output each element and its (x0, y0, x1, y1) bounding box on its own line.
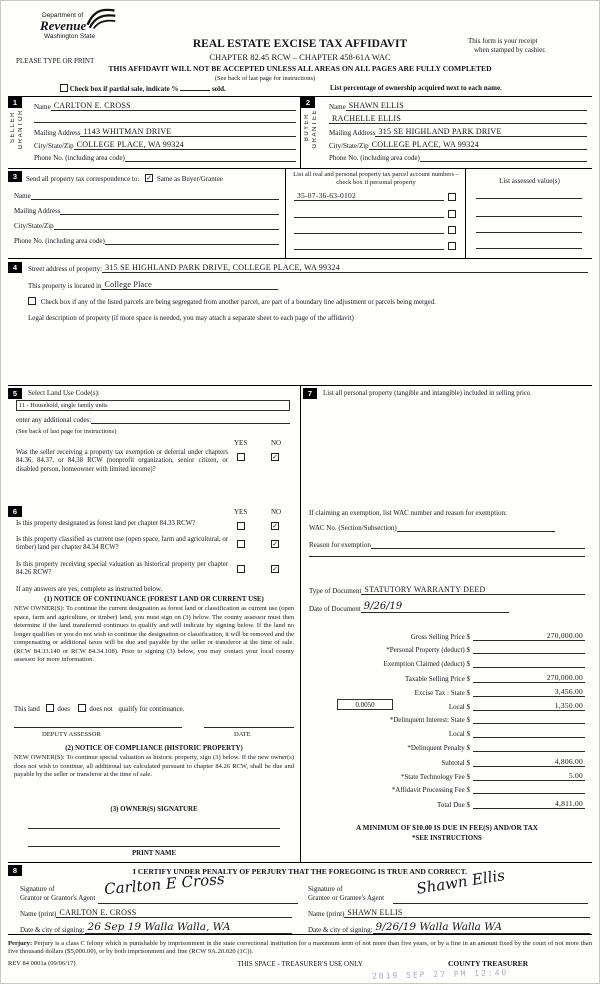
does-not-checkbox[interactable] (78, 704, 86, 712)
s5-no-checkbox[interactable] (271, 453, 279, 461)
buyer-name-label: Name (329, 103, 346, 111)
s3-name-field[interactable] (31, 191, 279, 200)
seller-name-label: Name (34, 103, 51, 111)
if-yes-note: If any answers are yes, complete as instructed below. (16, 586, 163, 593)
money-label: *Affidavit Processing Fee $ (391, 786, 470, 794)
money-row-delinq-penalty (309, 743, 585, 752)
seller-phone-field[interactable] (125, 153, 296, 162)
personal-property-label: List all personal property (tangible and intangible) included in selling price. (323, 390, 532, 397)
parcel-field-2[interactable] (294, 209, 444, 218)
grantee-name-field[interactable]: SHAWN ELLIS (344, 908, 590, 918)
section8 (8, 862, 592, 935)
this-land-label: This land (14, 706, 40, 713)
money-value[interactable] (473, 715, 585, 724)
money-row-excise-state (309, 687, 585, 697)
money-value[interactable]: 5.00 (473, 771, 585, 781)
money-label: *Delinquent Interest: State $ (389, 716, 470, 724)
dept-of-label: Department of (42, 12, 84, 19)
parcel-personal-checkbox-1[interactable] (448, 193, 456, 201)
s3-mailing-field[interactable] (60, 206, 279, 215)
please-type-or-print-label: PLEASE TYPE OR PRINT (16, 57, 95, 65)
money-value[interactable]: 3,456.00 (473, 687, 585, 697)
owners-signature-title: (3) OWNER(S) SIGNATURE (110, 806, 198, 813)
s3-phone-row (14, 236, 279, 245)
does-label: does (57, 706, 70, 713)
parcel-personal-checkbox-4[interactable] (448, 242, 456, 250)
buyer-city-row (329, 140, 587, 150)
type-document-label: Type of Document (309, 587, 362, 595)
ownership-note: List percentage of ownership acquired next to each name. (330, 84, 502, 92)
seller-mailing-row (34, 127, 296, 137)
check-mark: ✓ (272, 540, 278, 548)
parcel-header: List all real and personal property tax parcel account numbers – check box if personal property (293, 171, 459, 186)
money-value[interactable] (473, 785, 585, 794)
owner-signature-line-2[interactable] (28, 846, 280, 847)
seller-extra-name-row (34, 114, 296, 123)
money-value[interactable] (473, 645, 585, 654)
money-label: Local $ (448, 703, 470, 711)
if-claiming-label: If claiming an exemption, list WAC number and reason for exemption: (309, 509, 507, 517)
seller-city-field[interactable]: COLLEGE PLACE, WA 99324 (74, 140, 296, 150)
money-row-delinq-interest-state (309, 715, 585, 724)
section3-badge: 3 (8, 171, 22, 182)
grantee-sig-caption-2: Grantee or Grantee's Agent (308, 894, 385, 902)
deputy-date-label: DATE (234, 731, 251, 738)
s6-no-label: NO (271, 508, 282, 516)
section2-badge: 2 (301, 97, 315, 108)
money-row-tech-fee (309, 771, 585, 781)
street-address-field[interactable]: 315 SE HIGHLAND PARK DRIVE, COLLEGE PLACE, WA 99324 (102, 263, 588, 273)
reason-field[interactable] (371, 540, 585, 549)
date-stamp: 2019 SEP 27 PM 12:40 (371, 968, 509, 981)
grantor-date-label: Date & city of signing: (20, 926, 85, 934)
land-use-title: Select Land Use Code(s): (28, 389, 100, 397)
seller-mailing-field[interactable]: 1143 WHITMAN DRIVE (80, 127, 296, 137)
located-label: This property is located in (28, 282, 102, 290)
street-address-label: Street address of property: (28, 265, 103, 273)
grantor-signature: Carlton E Cross (103, 869, 226, 899)
grantor-date-field[interactable]: 26 Sep 19 Walla Walla, WA (85, 921, 292, 934)
wac-label: WAC No. (Section/Subsection) (309, 524, 397, 532)
treasurer-space-label: THIS SPACE - TREASURER'S USE ONLY (237, 960, 363, 968)
grantor-signature-line[interactable] (98, 903, 298, 904)
buyer-name-row (329, 101, 587, 111)
s5-question: Was the seller receiving a property tax exemption or deferral under chapters 84.36, 84.37, or 84.38 RCW (nonprofit organization, senior citizen, or disabled person, homeowner with limited income)? (16, 449, 228, 473)
see-back-note: (See back of last page for instructions) (214, 75, 316, 82)
section3 (8, 168, 592, 258)
owner-signature-line-1[interactable] (28, 828, 280, 829)
s6-yes-label: YES (234, 508, 248, 516)
grantor-date-row (20, 921, 292, 934)
buyer-extra-name-row (329, 114, 587, 124)
seller-extra-name-field[interactable] (34, 114, 296, 123)
section5-badge: 5 (8, 388, 22, 399)
perjury-note (8, 940, 592, 956)
money-label: Exemption Claimed (deduct) $ (383, 660, 470, 668)
money-value[interactable]: 4,806.00 (473, 757, 585, 767)
seller-city-label: City/State/Zip (34, 142, 74, 150)
street-address-row (28, 263, 588, 273)
land-use-select[interactable]: 11 - Household, single family units (16, 400, 290, 411)
partial-sale-checkbox[interactable] (60, 84, 68, 92)
grantor-name-label: Name (print) (20, 910, 57, 918)
parcel-field-4[interactable] (294, 241, 444, 250)
parcel-column (285, 169, 465, 259)
legal-description-label: Legal description of property (if more space is needed, you may attach a separate sheet to each page of the affidavit) (28, 314, 354, 322)
money-label: Total Due $ (437, 801, 470, 809)
s6-q1-no-checkbox[interactable] (271, 522, 279, 530)
grantee-side-label: GRANTEE (312, 109, 318, 149)
form-chapter: CHAPTER 82.45 RCW – CHAPTER 458-61A WAC (209, 52, 391, 62)
parcel-row-2 (294, 209, 456, 218)
s3-city-field[interactable] (54, 221, 279, 230)
additional-codes-label: enter any additional codes: (16, 416, 92, 424)
grantor-sig-caption-1: Signature of (20, 885, 55, 893)
partial-sale-row (60, 84, 226, 93)
buyer-extra-name-field[interactable]: RACHELLE ELLIS (329, 114, 587, 124)
assessed-field-2[interactable] (476, 216, 582, 217)
money-row-gross (309, 631, 585, 641)
s5-no-label: NO (271, 439, 282, 447)
grantor-name-row (20, 908, 292, 918)
parcel-field-1[interactable]: 35-07-36-63-0102 (294, 191, 444, 201)
buyer-phone-row (329, 153, 587, 162)
s6-question-2: Is this property classified as current use (open space, farm and agricultural, or timber) land per chapter 84.34 RCW? (16, 536, 228, 552)
parcel-row-4 (294, 241, 456, 250)
seller-phone-label: Phone No. (including area code) (34, 154, 125, 162)
perjury-body: Perjury is a class C felony which is punishable by imprisonment in the state correctional institution for a maximum term of not more than five years, or by a fine in an amount fixed by the court of not more than five thousand dollars ($5,000.00), or by both imprisonment and fine (RCW 9A.20.020 (1C)). (8, 940, 592, 956)
seller-city-row (34, 140, 296, 150)
money-value[interactable] (473, 659, 585, 668)
located-row (28, 280, 278, 290)
date-document-row (309, 601, 509, 613)
wac-row (309, 523, 555, 532)
type-document-row (309, 585, 585, 595)
s6-question-1: Is this property designated as forest land per chapter 84.33 RCW? (16, 520, 196, 527)
partial-percent-line[interactable] (180, 90, 210, 91)
washington-state-label: Washington State (44, 33, 96, 40)
continuance-row (14, 704, 184, 713)
qualify-label: qualify for continuance. (118, 706, 185, 713)
local-rate-box: 0.0050 (337, 699, 393, 710)
grantor-sig-caption-2: Grantor or Grantor's Agent (20, 894, 96, 902)
parcel-personal-checkbox-3[interactable] (448, 226, 456, 234)
certify-statement: I CERTIFY UNDER PENALTY OF PERJURY THAT THE FOREGOING IS TRUE AND CORRECT. (132, 867, 468, 876)
dor-logo (86, 6, 116, 30)
grantor-side-label: GRANTOR (18, 109, 24, 150)
notice1-body: NEW OWNER(S): To continue the current designation as forest land or classification as current use (open space, farm and agriculture, or timber) land, you must sign on (3) below. The county assessor must then determine if the land transferred continues to qualify and will indicate by signing below. If the land no longer qualifies or you do not wish to continue the designation or classification, it will be removed and the compensating or additional taxes will be due and payable by the seller or transferor at the time of sale. (RCW 84.33.140 or RCW 84.34.108). Prior to signing (3) below, you may contact your local county assessor for more information. (14, 605, 294, 663)
money-value[interactable]: 270,000.00 (473, 673, 585, 683)
money-label: *Personal Property (deduct) $ (386, 646, 470, 654)
parcel-row-1 (294, 191, 456, 201)
s3-city-row (14, 221, 279, 230)
see-instructions-note: *SEE INSTRUCTIONS (412, 835, 482, 842)
revenue-label: Revenue (40, 18, 87, 33)
seller-name-row (34, 101, 296, 111)
money-label: Local $ (448, 730, 470, 738)
same-as-label: Same as Buyer/Grantee (156, 175, 223, 183)
seller-side-label: SELLER (10, 111, 16, 144)
does-checkbox[interactable] (46, 704, 54, 712)
grantor-name-field[interactable]: CARLTON E. CROSS (56, 908, 292, 918)
date-document-label: Date of Document (309, 605, 361, 613)
additional-codes-row (16, 415, 290, 424)
s5-yes-checkbox[interactable] (237, 453, 245, 461)
money-value[interactable]: 4,811.00 (473, 799, 585, 809)
form-number: REV 84 0001a (09/06/17) (8, 960, 76, 967)
money-value[interactable]: 270,000.00 (473, 631, 585, 641)
reason-row (309, 540, 585, 549)
grantee-date-row (308, 921, 590, 934)
money-row-exemption (309, 659, 585, 668)
s6-q3-no-checkbox[interactable] (271, 565, 279, 573)
s6-q2-yes-checkbox[interactable] (237, 540, 245, 548)
buyer-section (300, 96, 592, 168)
money-row-processing-fee (309, 785, 585, 794)
money-value[interactable] (473, 729, 585, 738)
money-row-taxable (309, 673, 585, 683)
money-label: Taxable Selling Price $ (404, 675, 470, 683)
right-column (300, 385, 592, 862)
grantee-date-field[interactable]: 9/26/19 Walla Walla WA (373, 921, 590, 934)
perjury-lead: Perjury: (8, 940, 33, 947)
assessed-field-3[interactable] (476, 232, 582, 233)
assessed-header: List assessed value(s) (499, 177, 560, 185)
grantee-signature-line[interactable] (393, 903, 588, 904)
s5-yes-label: YES (234, 439, 248, 447)
section4 (8, 258, 592, 385)
segregated-label: Check box if any of the listed parcels are being segregated from another parcel, are part of a boundary line adjustment or parcels being merged. (40, 299, 436, 306)
buyer-side-label: BUYER (304, 113, 310, 142)
money-label: Gross Selling Price $ (410, 633, 470, 641)
check-mark: ✓ (146, 174, 153, 182)
s6-q1-yes-checkbox[interactable] (237, 522, 245, 530)
does-not-label: does not (89, 706, 113, 713)
buyer-phone-field[interactable] (420, 153, 587, 162)
segregated-checkbox[interactable] (28, 297, 36, 305)
money-row-personal (309, 645, 585, 654)
money-row-excise-local (309, 701, 585, 711)
money-label: Excise Tax : State $ (414, 689, 470, 697)
section6-badge: 6 (8, 506, 22, 517)
segregated-row (28, 297, 436, 306)
send-correspondence-label: Send all property tax correspondence to: (26, 175, 140, 183)
buyer-mailing-field[interactable]: 315 SE HIGHLAND PARK DRIVE (375, 127, 587, 137)
check-mark: ✓ (272, 453, 278, 461)
same-as-checkbox[interactable] (145, 174, 153, 182)
section8-badge: 8 (8, 865, 22, 876)
money-label: Subtotal $ (441, 759, 470, 767)
receipt-note-line1: This form is your receipt (468, 37, 538, 45)
grantee-signature: Shawn Ellis (415, 866, 507, 898)
check-mark: ✓ (272, 565, 278, 573)
date-document-field[interactable]: 9/26/19 (361, 601, 509, 613)
deputy-date-line[interactable] (204, 727, 294, 728)
buyer-city-field[interactable]: COLLEGE PLACE, WA 99324 (369, 140, 587, 150)
print-name-label: PRINT NAME (131, 850, 177, 857)
form-title: REAL ESTATE EXCISE TAX AFFIDAVIT (192, 38, 408, 50)
notice1-title: (1) NOTICE OF CONTINUANCE (FOREST LAND OR CURRENT USE) (44, 596, 264, 603)
check-mark: ✓ (272, 522, 278, 530)
grantee-date-label: Date & city of signing: (308, 926, 373, 934)
buyer-city-label: City/State/Zip (329, 142, 369, 150)
section4-badge: 4 (8, 262, 22, 273)
seller-phone-row (34, 153, 296, 162)
s3-phone-field[interactable] (105, 236, 279, 245)
s6-question-3: Is this property receiving special valuation as historical property per chapter 84.26 RCW? (16, 561, 228, 577)
deputy-assessor-line[interactable] (14, 727, 182, 728)
located-field[interactable]: College Place (101, 280, 278, 290)
assessed-field-1[interactable] (476, 198, 582, 199)
s3-city-label: City/State/Zip (14, 222, 54, 230)
minimum-note: A MINIMUM OF $10.00 IS DUE IN FEE(S) AND/OR TAX (356, 824, 538, 832)
buyer-phone-label: Phone No. (including area code) (329, 154, 420, 162)
grantee-name-row (308, 908, 590, 918)
money-row-total-due (309, 799, 585, 809)
section7-badge: 7 (303, 388, 317, 399)
exemption-extra-line[interactable] (309, 556, 585, 557)
money-value[interactable] (473, 743, 585, 752)
parcel-personal-checkbox-2[interactable] (448, 210, 456, 218)
reason-label: Reason for exemption (309, 541, 371, 549)
s3-name-label: Name (14, 192, 31, 200)
money-row-subtotal (309, 757, 585, 767)
s6-q2-no-checkbox[interactable] (271, 540, 279, 548)
s3-name-row (14, 191, 279, 200)
section1-badge: 1 (8, 97, 22, 108)
buyer-mailing-label: Mailing Address (329, 129, 376, 137)
see-back-note-2: (See back of last page for instructions) (16, 428, 117, 435)
parcel-row-3 (294, 225, 456, 234)
partial-sale-label: Check box if partial sale, indicate % (69, 85, 179, 93)
money-label: *Delinquent Penalty $ (407, 744, 470, 752)
receipt-note-line2: when stamped by cashier. (474, 46, 546, 54)
money-label: *State Technology Fee $ (400, 773, 470, 781)
buyer-mailing-row (329, 127, 587, 137)
seller-section (8, 96, 300, 168)
s3-mailing-row (14, 206, 279, 215)
assessed-field-4[interactable] (476, 248, 582, 249)
s3-phone-label: Phone No. (including area code) (14, 237, 105, 245)
s6-q3-yes-checkbox[interactable] (237, 565, 245, 573)
grantee-name-label: Name (print) (308, 910, 345, 918)
buyer-name-field[interactable]: SHAWN ELLIS (346, 101, 587, 111)
assessed-column (465, 169, 592, 259)
partial-sold-label: sold. (211, 85, 226, 93)
money-value[interactable]: 1,350.00 (473, 701, 585, 711)
s3-mailing-label: Mailing Address (14, 207, 61, 215)
wac-field[interactable] (397, 523, 555, 532)
parcel-field-3[interactable] (294, 225, 444, 234)
left-column (8, 385, 300, 862)
send-correspondence-row (26, 174, 223, 183)
not-accepted-warning: THIS AFFIDAVIT WILL NOT BE ACCEPTED UNLESS ALL AREAS ON ALL PAGES ARE FULLY COMPLETED (108, 64, 492, 73)
type-document-field[interactable]: STATUTORY WARRANTY DEED (361, 585, 585, 595)
grantee-sig-caption-1: Signature of (308, 885, 343, 893)
money-row-delinq-interest-local (309, 729, 585, 738)
additional-codes-field[interactable] (91, 415, 290, 424)
notice2-body: NEW OWNER(S): To continue special valuation as historic property, sign (3) below. If the new owner(s) does not wish to continue, all additional tax calculated pursuant to chapter 84.26 RCW, shall be due and payable by the seller or transferor at the time of sale. (14, 754, 294, 778)
deputy-assessor-label: DEPUTY ASSESSOR (42, 731, 101, 738)
seller-mailing-label: Mailing Address (34, 129, 81, 137)
seller-name-field[interactable]: CARLTON E. CROSS (51, 101, 296, 111)
notice2-title: (2) NOTICE OF COMPLIANCE (HISTORIC PROPERTY) (65, 745, 243, 752)
county-treasurer-label: COUNTY TREASURER (448, 959, 529, 968)
